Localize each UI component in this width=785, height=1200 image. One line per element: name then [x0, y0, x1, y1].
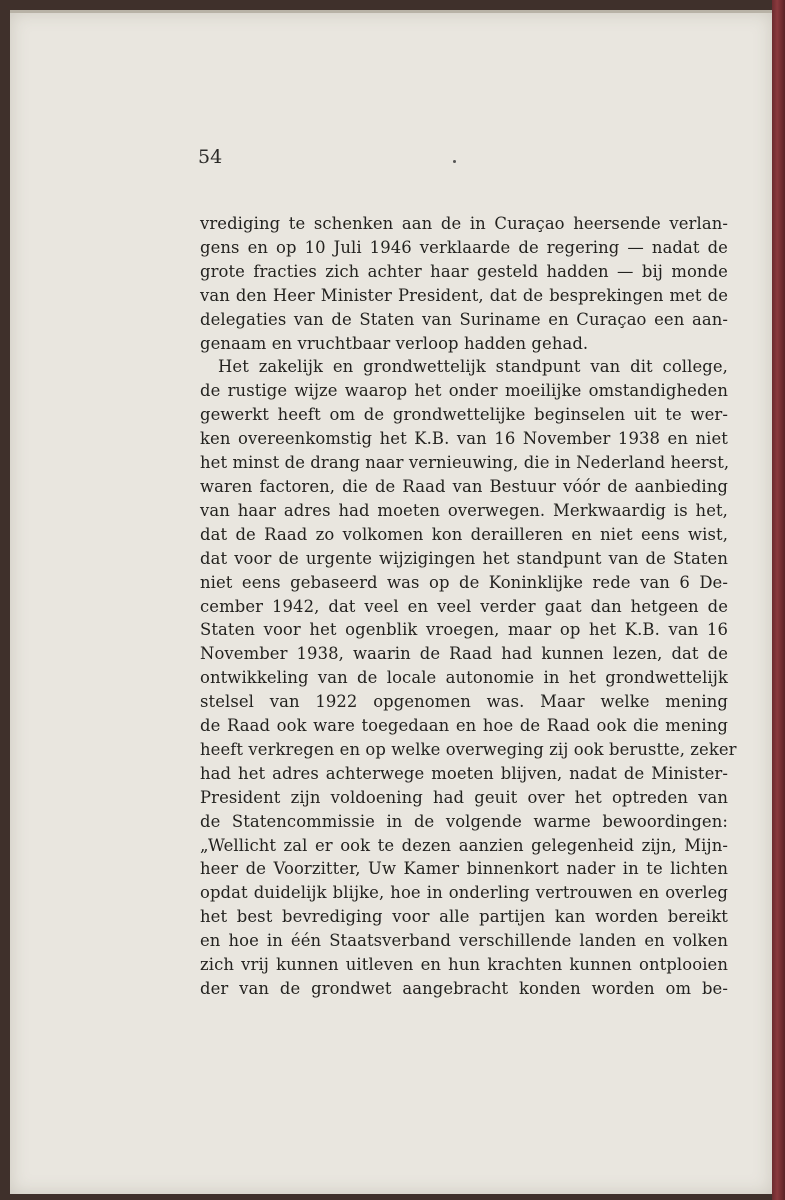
text-line: en hoe in één Staatsverband verschillende landen en volken [200, 931, 728, 951]
text-line: van den Heer Minister President, dat de besprekingen met de [200, 285, 728, 305]
text-line: genaam en vruchtbaar verloop hadden gehad. [200, 333, 589, 353]
text-line: Staten voor het ogenblik vroegen, maar op het K.B. van 16 [200, 620, 728, 640]
text-line: November 1938, waarin de Raad had kunnen lezen, dat de [200, 644, 728, 664]
text-line: niet eens gebaseerd was op de Koninklijke rede van 6 De- [200, 572, 728, 592]
text-line: waren factoren, die de Raad van Bestuur vóór de aanbieding [200, 476, 728, 496]
text-line: stelsel van 1922 opgenomen was. Maar welke mening [200, 692, 728, 712]
text-line: het best bevrediging voor alle partijen kan worden bereikt [200, 907, 728, 927]
text-line: de Statencommissie in de volgende warme bewoordingen: [200, 811, 728, 831]
text-line: heeft verkregen en op welke overweging zij ook berustte, zeker [200, 739, 737, 759]
page-number: 54 [198, 146, 223, 168]
text-line: „Wellicht zal er ook te dezen aanzien gelegenheid zijn, Mijn- [200, 835, 728, 855]
text-line: dat voor de urgente wijzigingen het standpunt van de Staten [200, 548, 728, 568]
text-line: gewerkt heeft om de grondwettelijke beginselen uit te wer- [200, 405, 728, 425]
ink-speck [453, 160, 456, 163]
text-line: cember 1942, dat veel en veel verder gaat dan hetgeen de [200, 596, 728, 616]
text-line: zich vrij kunnen uitleven en hun krachten kunnen ontplooien [200, 955, 728, 975]
text-line: de rustige wijze waarop het onder moeilijke omstandigheden [200, 381, 728, 401]
text-line: der van de grondwet aangebracht konden worden om be- [200, 979, 728, 998]
text-line: opdat duidelijk blijke, hoe in onderling vertrouwen en overleg [200, 883, 728, 903]
text-line: heer de Voorzitter, Uw Kamer binnenkort nader in te lichten [200, 859, 728, 879]
text-line: van haar adres had moeten overwegen. Merkwaardig is het, [200, 500, 728, 520]
text-line: had het adres achterwege moeten blijven, nadat de Minister- [200, 763, 728, 783]
text-line: ontwikkeling van de locale autonomie in het grondwettelijk [200, 668, 728, 688]
text-line: delegaties van de Staten van Suriname en Curaçao een aan- [200, 309, 728, 329]
book-cover-edge [772, 0, 785, 1200]
text-line: dat de Raad zo volkomen kon derailleren en niet eens wist, [200, 524, 728, 544]
text-line: gens en op 10 Juli 1946 verklaarde de regering — nadat de [200, 237, 728, 257]
page-top-edge [10, 10, 772, 13]
body-text [200, 212, 737, 1001]
text-line: ken overeenkomstig het K.B. van 16 November 1938 en niet [200, 429, 728, 449]
text-line: het minst de drang naar vernieuwing, die in Nederland heerst, [200, 453, 730, 473]
text-line: vrediging te schenken aan de in Curaçao heersende verlan- [200, 214, 728, 233]
text-line: grote fracties zich achter haar gesteld hadden — bij monde [200, 261, 728, 281]
text-line: de Raad ook ware toegedaan en hoe de Raad ook die mening [200, 716, 728, 736]
text-line: Het zakelijk en grondwettelijk standpunt van dit college, [218, 357, 728, 377]
text-line: President zijn voldoening had geuit over het optreden van [200, 787, 728, 807]
